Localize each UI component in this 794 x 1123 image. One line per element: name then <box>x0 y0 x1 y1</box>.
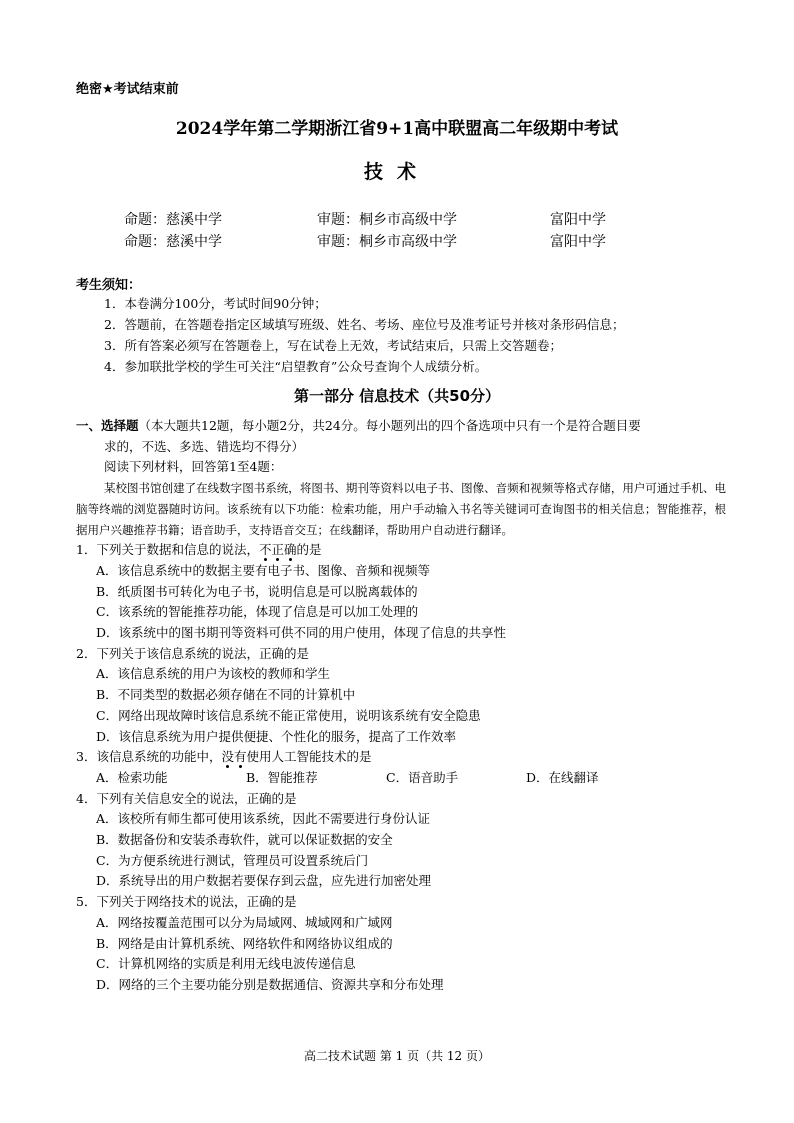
reviewer-2: 富阳中学 <box>550 212 606 228</box>
reviewer-2: 富阳中学 <box>550 234 606 250</box>
emphasis-char: 不 <box>258 542 272 558</box>
questions <box>76 416 726 996</box>
notice-item: 3．所有答案必须写在答题卷上，写在试卷上无效，考试结束后，只需上交答题卷； <box>104 338 562 353</box>
option-b: B．数据备份和安装杀毒软件，就可以保证数据的安全 <box>96 832 393 848</box>
option-c: C．为方便系统进行测试，管理员可设置系统后门 <box>96 852 369 868</box>
option-b: B．不同类型的数据必须存储在不同的计算机中 <box>96 687 356 703</box>
candidate-notice <box>76 274 726 378</box>
section-desc: （本大题共12题，每小题2分，共24分。每小题列出的四个备选项中只有一个是符合题目要 <box>138 418 641 433</box>
emphasis-text <box>259 542 297 557</box>
question-4-stem: 4．下列有关信息安全的说法，正确的是 <box>76 790 297 806</box>
maker-row <box>124 209 684 231</box>
confidential-label: 绝密★考试结束前 <box>76 82 179 97</box>
part-heading: 第一部分 信息技术（共50分） <box>293 387 501 405</box>
reviewer: 审题：桐乡市高级中学 <box>317 234 457 250</box>
option-a: A．网络按覆盖范围可以分为局域网、城域网和广域网 <box>96 914 393 930</box>
option-a: A．该信息系统的用户为该校的教师和学生 <box>96 666 331 682</box>
emphasis-char: 正 <box>271 542 284 558</box>
option-c: C．该系统的智能推荐功能，体现了信息是可以加工处理的 <box>96 604 419 620</box>
option-c: C．网络出现故障时该信息系统不能正常使用，说明该系统有安全隐患 <box>96 707 481 723</box>
question-3-stem <box>76 747 726 768</box>
reading-material: 某校图书馆创建了在线数字图书系统，将图书、期刊等资料以电子书、图像、音频和视频等格式存储，用户可通过手机、电脑等终端的浏览器随时访问。该系统有以下功能：检索功能，用户手动输入书名等关键词可查询图书的相关信息；智能推荐，根据用户兴趣推荐书籍；语音助手，支持语音交互；在线翻译，帮助用户自动进行翻译。 <box>76 481 726 537</box>
question-2-stem: 2．下列关于该信息系统的说法，正确的是 <box>76 645 309 661</box>
emphasis-char: 有 <box>233 749 247 765</box>
section-heading <box>76 416 726 437</box>
stem-text: 3．该信息系统的功能中， <box>76 749 222 765</box>
stem-text: 1．下列关于数据和信息的说法， <box>76 542 259 558</box>
option-b: B．网络是由计算机系统、网络软件和网络协议组成的 <box>96 935 393 951</box>
stem-text: 使用人工智能技术的是 <box>246 749 372 765</box>
notice-item: 2．答题前，在答题卷指定区域填写班级、姓名、考场、座位号及准考证号并核对条形码信息； <box>104 317 625 332</box>
emphasis-text <box>221 749 246 764</box>
option-c: C．计算机网络的实质是利用无线电波传递信息 <box>96 956 356 972</box>
option-c: C．语音助手 <box>386 769 459 785</box>
option-d: D．系统导出的用户数据若要保存到云盘，应先进行加密处理 <box>96 873 432 889</box>
reading-instruction: 阅读下列材料，回答第1至4题： <box>104 459 283 475</box>
setter: 命题：慈溪中学 <box>124 212 222 228</box>
reviewer: 审题：桐乡市高级中学 <box>317 212 457 228</box>
question-5-stem: 5．下列关于网络技术的说法，正确的是 <box>76 894 297 910</box>
page-footer: 高二技术试题 第 1 页（共 12 页） <box>304 1049 490 1063</box>
option-d: D．网络的三个主要功能分别是数据通信、资源共享和分布处理 <box>96 976 444 992</box>
subject-title: 技术 <box>363 161 430 183</box>
section-desc-cont: 求的，不选、多选、错选均不得分） <box>104 438 305 454</box>
option-b: B．智能推荐 <box>246 769 318 785</box>
option-a: A．该信息系统中的数据主要有电子书、图像、音频和视频等 <box>96 562 431 578</box>
section-label: 一、选择题 <box>76 418 139 433</box>
notice-item: 1．本卷满分100分，考试时间90分钟； <box>104 296 327 311</box>
option-a: A．该校所有师生都可使用该系统，因此不需要进行身份认证 <box>96 811 431 827</box>
setter: 命题：慈溪中学 <box>124 234 222 250</box>
option-d: D．该系统中的图书期刊等资料可供不同的用户使用，体现了信息的共享性 <box>96 625 507 641</box>
emphasis-char: 确 <box>284 542 297 558</box>
emphasis-char: 没 <box>221 749 234 765</box>
maker-row <box>124 231 684 253</box>
option-d: D．该信息系统为用户提供便捷、个性化的服务，提高了工作效率 <box>96 728 457 744</box>
option-d: D．在线翻译 <box>526 769 599 785</box>
option-b: B．纸质图书可转化为电子书，说明信息是可以脱离载体的 <box>96 583 418 599</box>
option-row <box>76 768 726 789</box>
notice-heading: 考生须知： <box>76 278 142 293</box>
maker-info <box>124 209 684 253</box>
exam-title: 2024学年第二学期浙江省9+1高中联盟高二年级期中考试 <box>175 119 619 139</box>
notice-item: 4．参加联批学校的学生可关注“启望教育”公众号查询个人成绩分析。 <box>104 359 488 374</box>
option-a: A．检索功能 <box>96 769 168 785</box>
stem-text: 的是 <box>296 542 322 558</box>
question-1-stem <box>76 540 726 561</box>
